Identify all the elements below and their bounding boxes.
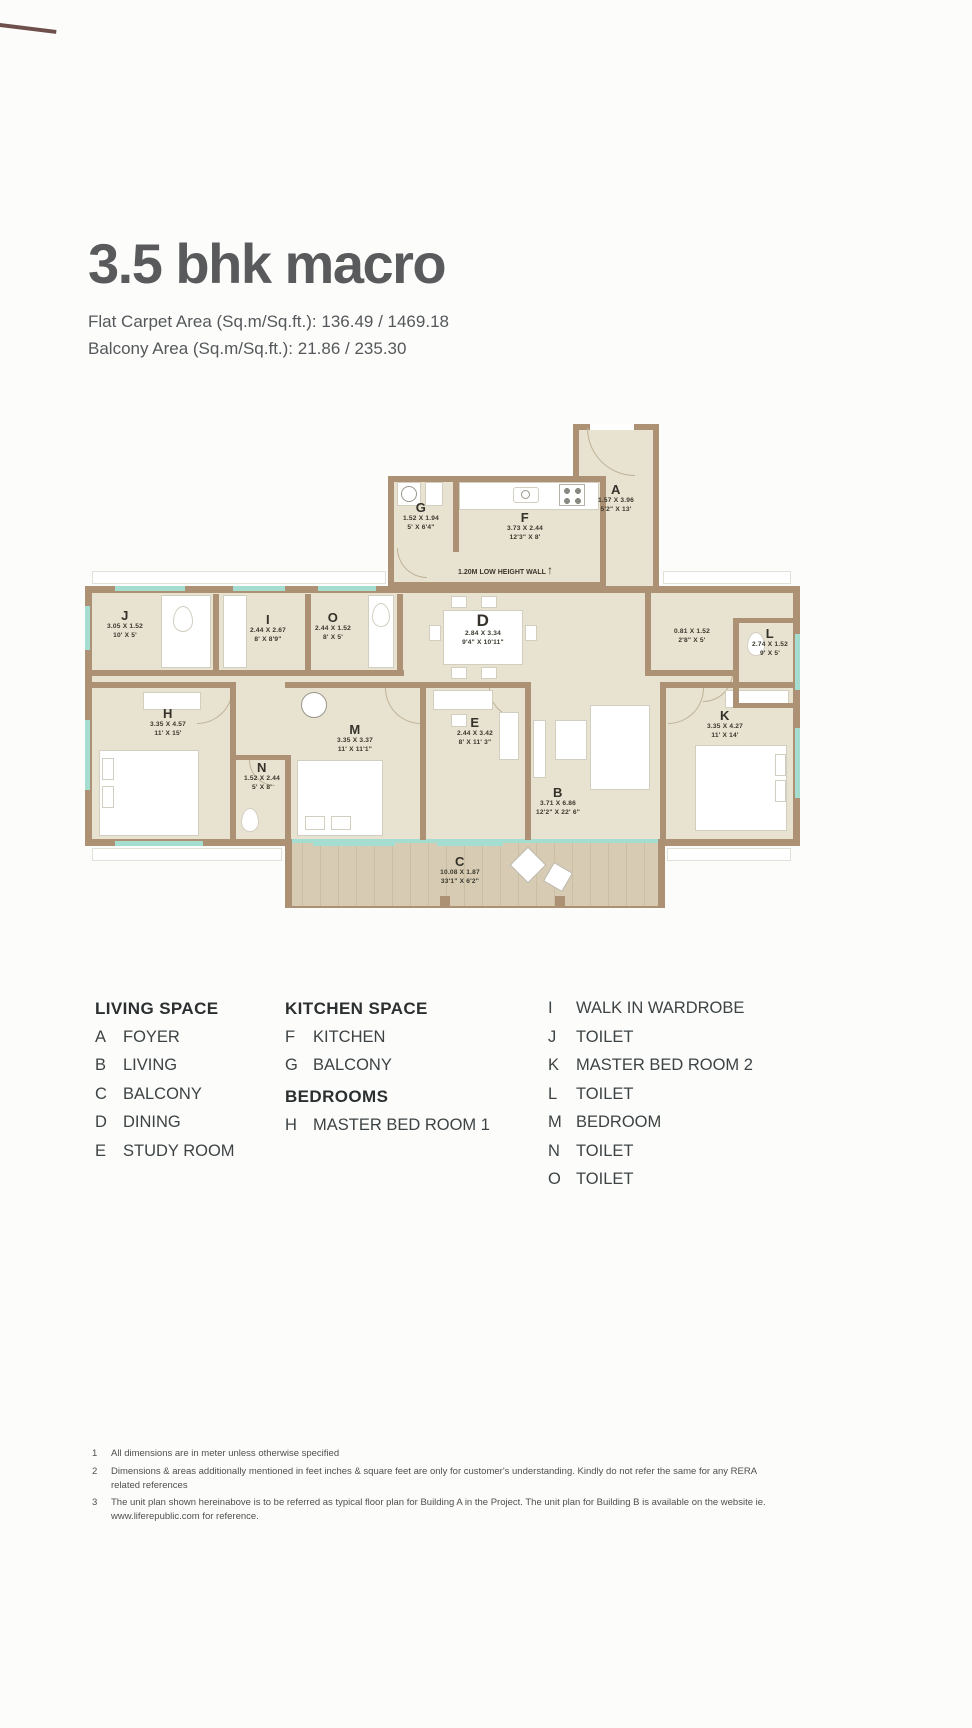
bed-k (695, 745, 787, 831)
window (115, 841, 203, 846)
low-wall-note (455, 563, 553, 577)
room-dim-ft: 5' X 8' (252, 783, 272, 791)
deck-post (658, 839, 665, 908)
wall (420, 682, 426, 840)
room-letter: C (455, 854, 465, 869)
room-label-a (571, 482, 661, 514)
legend-key: E (95, 1141, 107, 1160)
room-dim-ft: 33'1" X 6'2" (440, 877, 480, 885)
room-dim-ft: 11' X 15' (154, 729, 182, 737)
legend-label: STUDY ROOM (123, 1141, 235, 1160)
footnote (92, 1496, 784, 1524)
basin-circle (301, 692, 327, 718)
room-dim-m: 3.35 X 3.37 (337, 737, 373, 744)
legend-item (548, 1086, 878, 1103)
room-letter: B (553, 785, 563, 800)
pillow (102, 786, 114, 808)
room-dim-m: 2.44 X 2.67 (250, 627, 286, 634)
footnote-text: The unit plan shown hereinabove is to be referred as typical floor plan for Building A in the Project. The unit plan for Building B is available on the website ie. www.liferepublic.com for reference. (111, 1497, 766, 1523)
legend-label: BALCONY (123, 1084, 202, 1103)
room-label-f (480, 510, 570, 542)
pillow (331, 816, 351, 830)
legend-header: LIVING SPACE (95, 999, 219, 1018)
room-letter: L (765, 626, 775, 641)
sink-drain (521, 490, 530, 499)
carpet-area-text: Flat Carpet Area (Sq.m/Sq.ft.): 136.49 / 1469.18 (88, 312, 449, 331)
legend-label: LIVING (123, 1056, 178, 1074)
room-label-b (513, 785, 603, 817)
room-dim-m: 10.08 X 1.87 (440, 869, 480, 876)
chair (481, 596, 497, 608)
room-label-n (217, 760, 307, 792)
legend-item (548, 1029, 878, 1046)
legend-label: BEDROOM (576, 1113, 662, 1131)
legend-key: H (285, 1115, 297, 1134)
room-label-o (288, 610, 378, 642)
legend-key: I (548, 999, 553, 1017)
legend-label: TOILET (576, 1141, 634, 1160)
room-letter: A (611, 482, 621, 497)
wall (92, 682, 235, 688)
deck-post (555, 896, 565, 908)
legend-key: F (285, 1027, 296, 1046)
room-label-e (430, 715, 520, 747)
room-dim-m: 3.35 X 4.27 (707, 723, 743, 730)
toilet-j (173, 606, 193, 632)
ledge (92, 571, 386, 584)
legend-item (548, 1000, 878, 1017)
corner-mark (0, 22, 56, 42)
room-dim-m: 2.84 X 3.34 (465, 630, 501, 637)
room-label-h (123, 706, 213, 738)
room-dim-ft: 12'3" X 8' (509, 533, 541, 541)
chair (481, 667, 497, 679)
room-label-l (725, 626, 815, 658)
legend-label: MASTER BED ROOM 1 (313, 1115, 490, 1134)
bed-h (99, 750, 199, 836)
room-dim-m: 2.44 X 3.42 (457, 730, 493, 737)
wall (645, 670, 738, 676)
floor-plan (85, 420, 800, 912)
legend-key: B (95, 1056, 107, 1074)
legend-header: KITCHEN SPACE (285, 999, 428, 1018)
footnote-number: 1 (92, 1448, 98, 1459)
legend-key: O (548, 1170, 561, 1188)
legend-item (95, 1143, 285, 1160)
legend-item (548, 1114, 878, 1131)
room-label-k (680, 708, 770, 740)
legend-key: J (548, 1027, 557, 1046)
wall (660, 682, 793, 688)
legend-label: BALCONY (313, 1056, 392, 1074)
legend-key: K (548, 1056, 560, 1074)
sofa (590, 705, 650, 790)
pillow (775, 754, 786, 776)
legend-item (548, 1057, 878, 1074)
room-letter: E (470, 715, 480, 730)
study-desk (433, 690, 493, 710)
window (437, 841, 503, 846)
legend-key: N (548, 1141, 560, 1160)
room-dim-m: 3.73 X 2.44 (507, 525, 543, 532)
room-letter: J (121, 608, 129, 623)
room-dim-ft: 11' X 14' (711, 731, 739, 739)
room-letter: F (520, 510, 530, 525)
legend-label: KITCHEN (313, 1027, 386, 1046)
chair (451, 596, 467, 608)
window (313, 841, 395, 846)
room-dim-ft: 8' X 11' 3" (458, 738, 492, 746)
wall (645, 592, 651, 676)
footnote-number: 2 (92, 1465, 98, 1477)
room-label-m (310, 722, 400, 754)
legend-item (285, 1029, 547, 1046)
low-wall-text: 1.20M LOW HEIGHT WALL (458, 569, 546, 576)
room-label-j (80, 608, 170, 640)
footnote (92, 1447, 784, 1461)
legend-header: BEDROOMS (285, 1087, 389, 1106)
pillow (775, 780, 786, 802)
footnote-number: 3 (92, 1497, 98, 1509)
room-dim-ft: 5'2" X 13' (600, 505, 632, 513)
room-label-d (438, 612, 528, 647)
legend-key: M (548, 1113, 562, 1131)
room-dim-m: 3.05 X 1.52 (107, 623, 143, 630)
legend-label: DINING (123, 1113, 181, 1131)
legend-living-space (95, 1000, 285, 1171)
toilet-n (241, 808, 259, 832)
room-dim-ft: 10' X 5' (113, 631, 137, 639)
room-label-c (415, 854, 505, 886)
room-dim-ft: 9'4" X 10'11" (462, 638, 504, 646)
room-dim-m: 2.74 X 1.52 (752, 641, 788, 648)
window (233, 586, 285, 591)
up-arrow-icon: ↑ (547, 563, 553, 577)
room-letter: K (720, 708, 730, 723)
wall (285, 682, 530, 688)
legend-key: C (95, 1084, 107, 1103)
room-letter: O (327, 610, 339, 625)
room-letter: N (257, 760, 267, 775)
deck-post (285, 839, 292, 908)
entrance-gap (590, 424, 634, 430)
room-label-passage (660, 628, 724, 645)
header (88, 234, 449, 362)
room-letter: M (349, 722, 361, 737)
legend-key: G (285, 1056, 298, 1074)
legend-label: WALK IN WARDROBE (576, 999, 745, 1017)
legend-item (95, 1057, 285, 1074)
legend-label: FOYER (123, 1027, 180, 1046)
legend-key: A (95, 1027, 107, 1046)
legend-kitchen-bedrooms (285, 1000, 547, 1145)
pillow (305, 816, 325, 830)
room-dim-ft: 12'2" X 22' 6" (535, 808, 581, 816)
legend-item (95, 1114, 285, 1131)
wall (733, 618, 793, 623)
wall (397, 594, 403, 672)
chair (451, 667, 467, 679)
room-dim-ft: 11' X 11'1" (337, 745, 373, 753)
ledge (92, 848, 282, 861)
footnote-text: Dimensions & areas additionally mentioned in feet inches & square feet are only for customer's understanding. Kindly do not refer the same for any RERA related references (111, 1465, 757, 1491)
deck-post (440, 896, 450, 908)
legend-item (285, 1057, 547, 1074)
room-dim-m: 1.52 X 2.44 (244, 775, 280, 782)
room-dim-ft: 8' X 5' (323, 633, 343, 641)
legend-item (285, 1117, 547, 1134)
legend-key: D (95, 1113, 107, 1131)
room-dim-m: 3.71 X 6.86 (540, 800, 576, 807)
ledge (663, 571, 791, 584)
room-dim-m: 0.81 X 1.52 (674, 628, 710, 635)
room-label-g (376, 500, 466, 532)
legend-item (95, 1086, 285, 1103)
room-dim-ft: 9' X 5' (760, 649, 780, 657)
room-dim-m: 3.35 X 4.57 (150, 721, 186, 728)
room-dim-ft: 2'8" X 5' (678, 636, 706, 644)
side-table (555, 720, 587, 760)
room-letter: H (163, 706, 173, 721)
legend-other-rooms (548, 1000, 878, 1200)
footnotes (92, 1447, 784, 1528)
room-dim-m: 1.52 X 1.94 (403, 515, 439, 522)
room-letter: D (476, 611, 490, 630)
footnote (92, 1465, 784, 1493)
room-dim-ft: 5' X 6'4" (407, 523, 435, 531)
pillow (102, 758, 114, 780)
balcony-area-text: Balcony Area (Sq.m/Sq.ft.): 21.86 / 235.30 (88, 339, 407, 358)
room-dim-ft: 8' X 8'9" (254, 635, 282, 643)
wall (213, 594, 219, 672)
window (318, 586, 376, 591)
wall (92, 670, 404, 676)
legend-label: TOILET (576, 1170, 634, 1188)
window (115, 586, 185, 591)
tv-unit (533, 720, 546, 778)
legend-key: L (548, 1084, 558, 1103)
legend-label: MASTER BED ROOM 2 (576, 1056, 753, 1074)
window (795, 728, 800, 798)
room-dim-m: 2.44 X 1.52 (315, 625, 351, 632)
room-dim-m: 1.57 X 3.96 (598, 497, 634, 504)
legend-item (548, 1143, 878, 1160)
legend-label: TOILET (576, 1027, 634, 1046)
wall (660, 682, 666, 840)
legend-item (95, 1029, 285, 1046)
room-letter: I (265, 612, 271, 627)
footnote-text: All dimensions are in meter unless otherwise specified (111, 1448, 340, 1459)
legend-label: TOILET (576, 1084, 634, 1103)
legend-item (548, 1171, 878, 1188)
window (85, 720, 90, 790)
room-letter: G (415, 500, 427, 515)
ledge (667, 848, 791, 861)
page-title: 3.5 bhk macro (88, 232, 446, 295)
